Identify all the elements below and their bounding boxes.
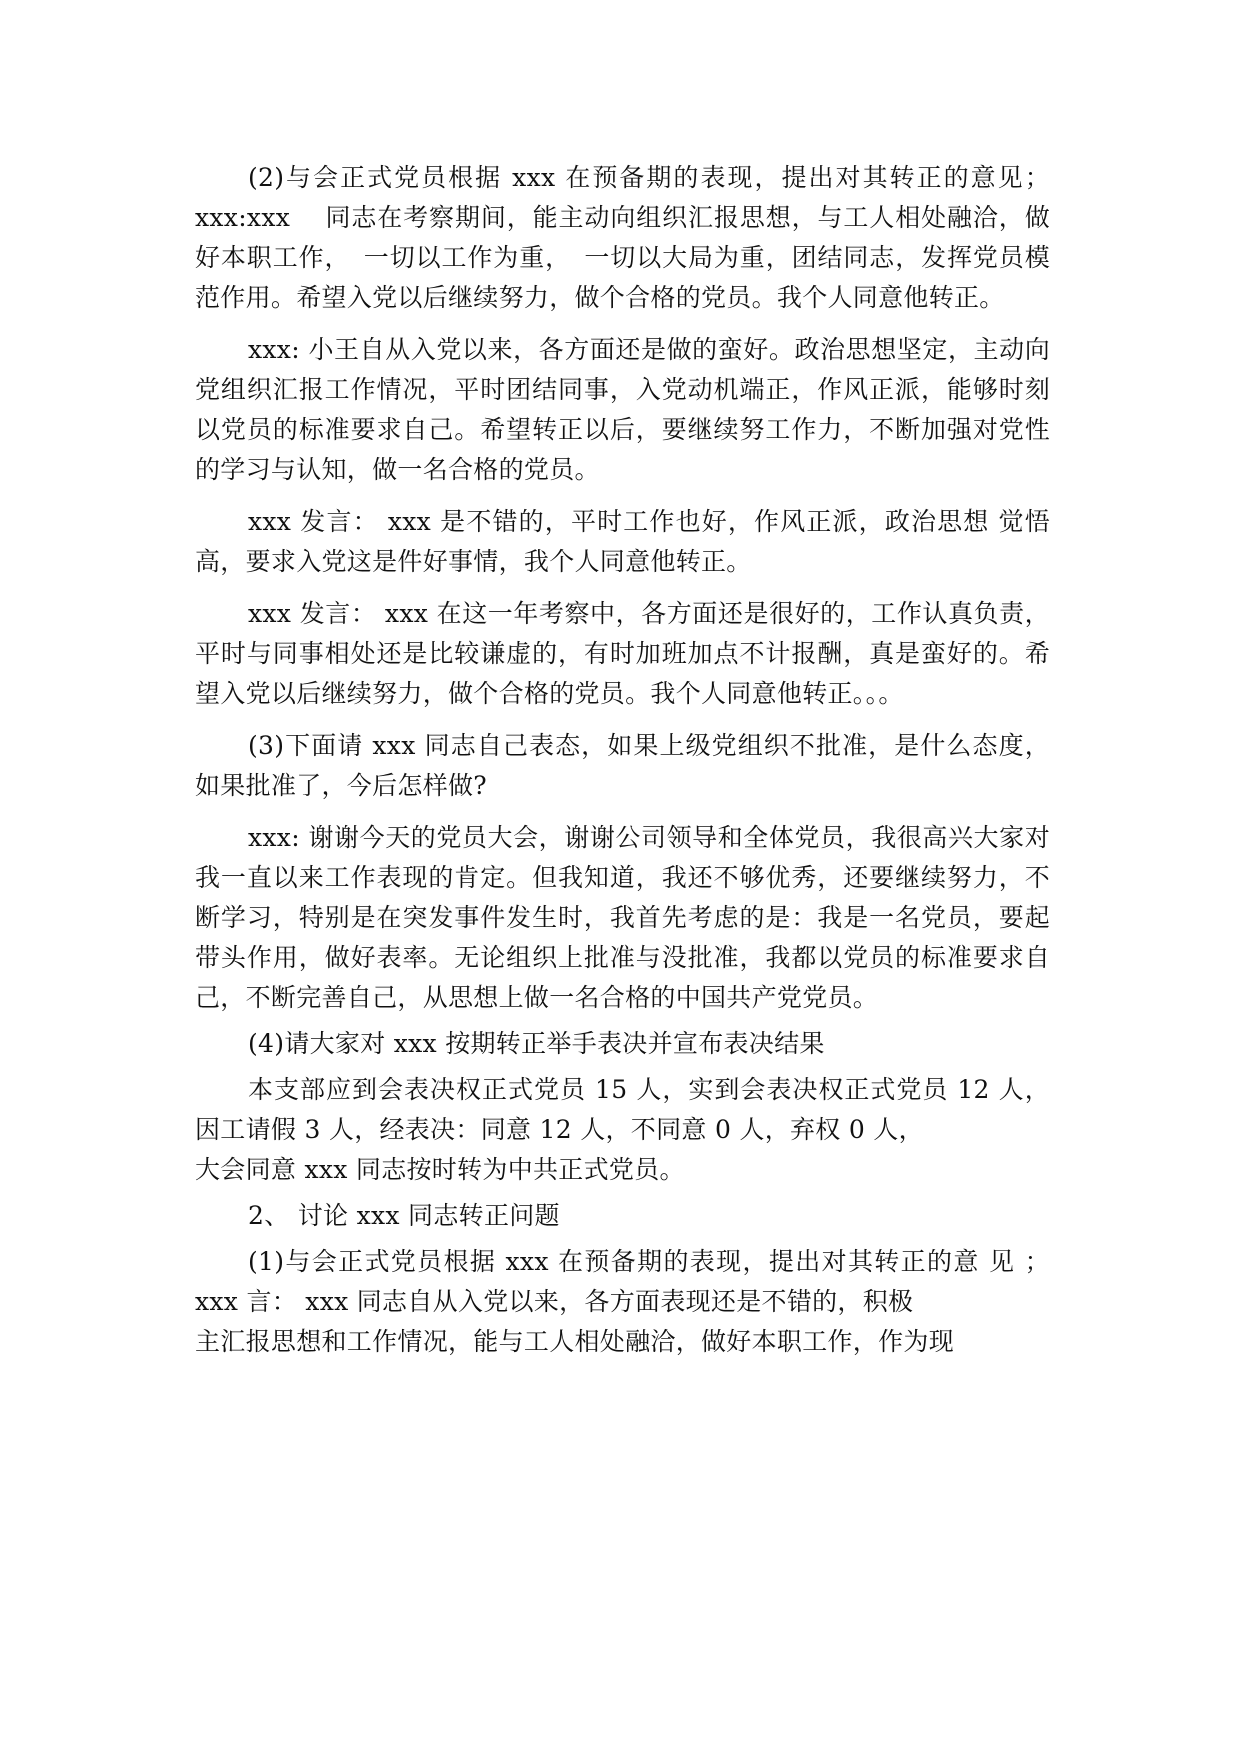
paragraph-continued: 主汇报思想和工作情况，能与工人相处融洽，做好本职工作，作为现: [195, 1327, 955, 1356]
paragraph-item-3: (3)下面请 xxx 同志自己表态，如果上级党组织不批准，是什么态度，如果批准了，今后怎样做?: [195, 731, 1050, 800]
paragraph-speaker-3: xxx 发言： xxx 在这一年考察中，各方面还是很好的，工作认真负责，平时与同事相处还是比较谦虚的，有时加班加点不计报酬，真是蛮好的。希望入党以后继续努力，做个合格的党员。我个人同意他转正。。。: [195, 599, 1050, 708]
paragraph-comment-2: (2)与会正式党员根据 xxx 在预备期的表现，提出对其转正的意见； xxx:xxx 同志在考察期间，能主动向组织汇报思想，与工人相处融洽，做好本职工作， 一切以工作为重， 一切以大局为重，团结同志，发挥党员模范作用。希望入党以后继续努力，做个合格的党员。我个人同意他转正。: [195, 163, 1050, 312]
document-body: [195, 158, 1050, 1362]
paragraph-speaker-1: xxx: 小王自从入党以来，各方面还是做的蛮好。政治思想坚定，主动向党组织汇报工作情况，平时团结同事，入党动机端正，作风正派，能够时刻以党员的标准要求自己。希望转正以后，要继续努工作力，不断加强对党性的学习与认知，做一名合格的党员。: [195, 335, 1050, 484]
paragraph-speaker-2: xxx 发言： xxx 是不错的，平时工作也好，作风正派，政治思想 觉悟高，要求入党这是件好事情，我个人同意他转正。: [195, 507, 1050, 576]
paragraph-vote-result: 本支部应到会表决权正式党员 15 人，实到会表决权正式党员 12 人，因工请假 3 人，经表决：同意 12 人，不同意 0 人，弃权 0 人，: [195, 1075, 1050, 1144]
paragraph-item-4: (4)请大家对 xxx 按期转正举手表决并宣布表决结果: [248, 1029, 825, 1058]
paragraph-item-1: (1)与会正式党员根据 xxx 在预备期的表现，提出对其转正的意 见 ；xxx 言： xxx 同志自从入党以来，各方面表现还是不错的，积极: [195, 1247, 1050, 1316]
section-heading-2: 2、 讨论 xxx 同志转正问题: [248, 1201, 560, 1230]
paragraph-conclusion: 大会同意 xxx 同志按时转为中共正式党员。: [195, 1155, 685, 1184]
paragraph-statement: xxx: 谢谢今天的党员大会，谢谢公司领导和全体党员，我很高兴大家对我一直以来工作表现的肯定。但我知道，我还不够优秀，还要继续努力，不断学习，特别是在突发事件发生时，我首先考虑的是：我是一名党员，要起带头作用，做好表率。无论组织上批准与没批准，我都以党员的标准要求自己，不断完善自己，从思想上做一名合格的中国共产党党员。: [195, 823, 1050, 1012]
